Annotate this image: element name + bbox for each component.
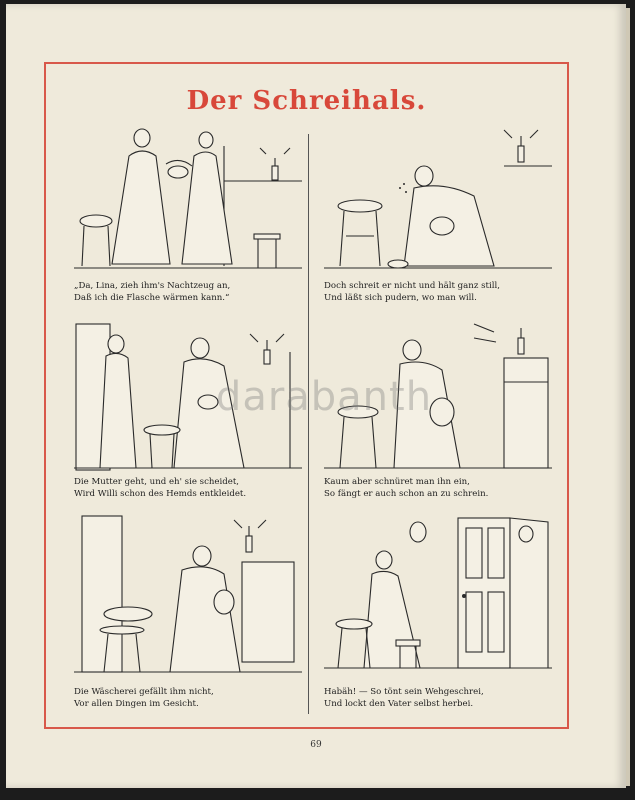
caption-line-1: Kaum aber schnüret man ihn ein, (324, 477, 470, 487)
caption (324, 686, 552, 710)
caption (324, 280, 552, 304)
page-edge (626, 8, 630, 786)
caption-line-2: Daß ich die Flasche wärmen kann.“ (74, 293, 230, 303)
illustration-mother-maid-baby (74, 126, 302, 276)
red-border-frame (44, 62, 569, 729)
watermark: darabanth (215, 374, 433, 420)
caption-line-1: Die Wäscherei gefällt ihm nicht, (74, 687, 214, 697)
caption-line-2: So fängt er auch schon an zu schrein. (324, 489, 489, 499)
column-divider (308, 134, 309, 714)
caption (324, 476, 552, 500)
caption-line-1: Habäh! — So tönt sein Wehgeschrei, (324, 687, 484, 697)
comic-panel-6 (324, 512, 552, 710)
page-title: Der Schreihals. (186, 86, 427, 116)
caption-line-1: Doch schreit er nicht und hält ganz still, (324, 281, 500, 291)
caption-line-2: Wird Willi schon des Hemds entkleidet. (74, 489, 247, 499)
comic-panel-2 (324, 126, 552, 304)
caption-line-2: Vor allen Dingen im Gesicht. (74, 699, 199, 709)
caption (74, 280, 302, 304)
caption (74, 686, 302, 710)
caption-line-1: „Da, Lina, zieh ihm's Nachtzeug an, (74, 281, 231, 291)
caption-line-2: Und läßt sich pudern, wo man will. (324, 293, 477, 303)
page-number: 69 (310, 740, 322, 750)
illustration-washing-face (74, 512, 302, 682)
comic-panel-5 (74, 512, 302, 710)
illustration-father-at-door (324, 512, 552, 682)
illustration-powdering-baby (324, 126, 552, 276)
book-page (6, 4, 626, 788)
caption-line-1: Die Mutter geht, und eh' sie scheidet, (74, 477, 240, 487)
caption-line-2: Und lockt den Vater selbst herbei. (324, 699, 474, 709)
comic-panel-1 (74, 126, 302, 304)
caption (74, 476, 302, 500)
